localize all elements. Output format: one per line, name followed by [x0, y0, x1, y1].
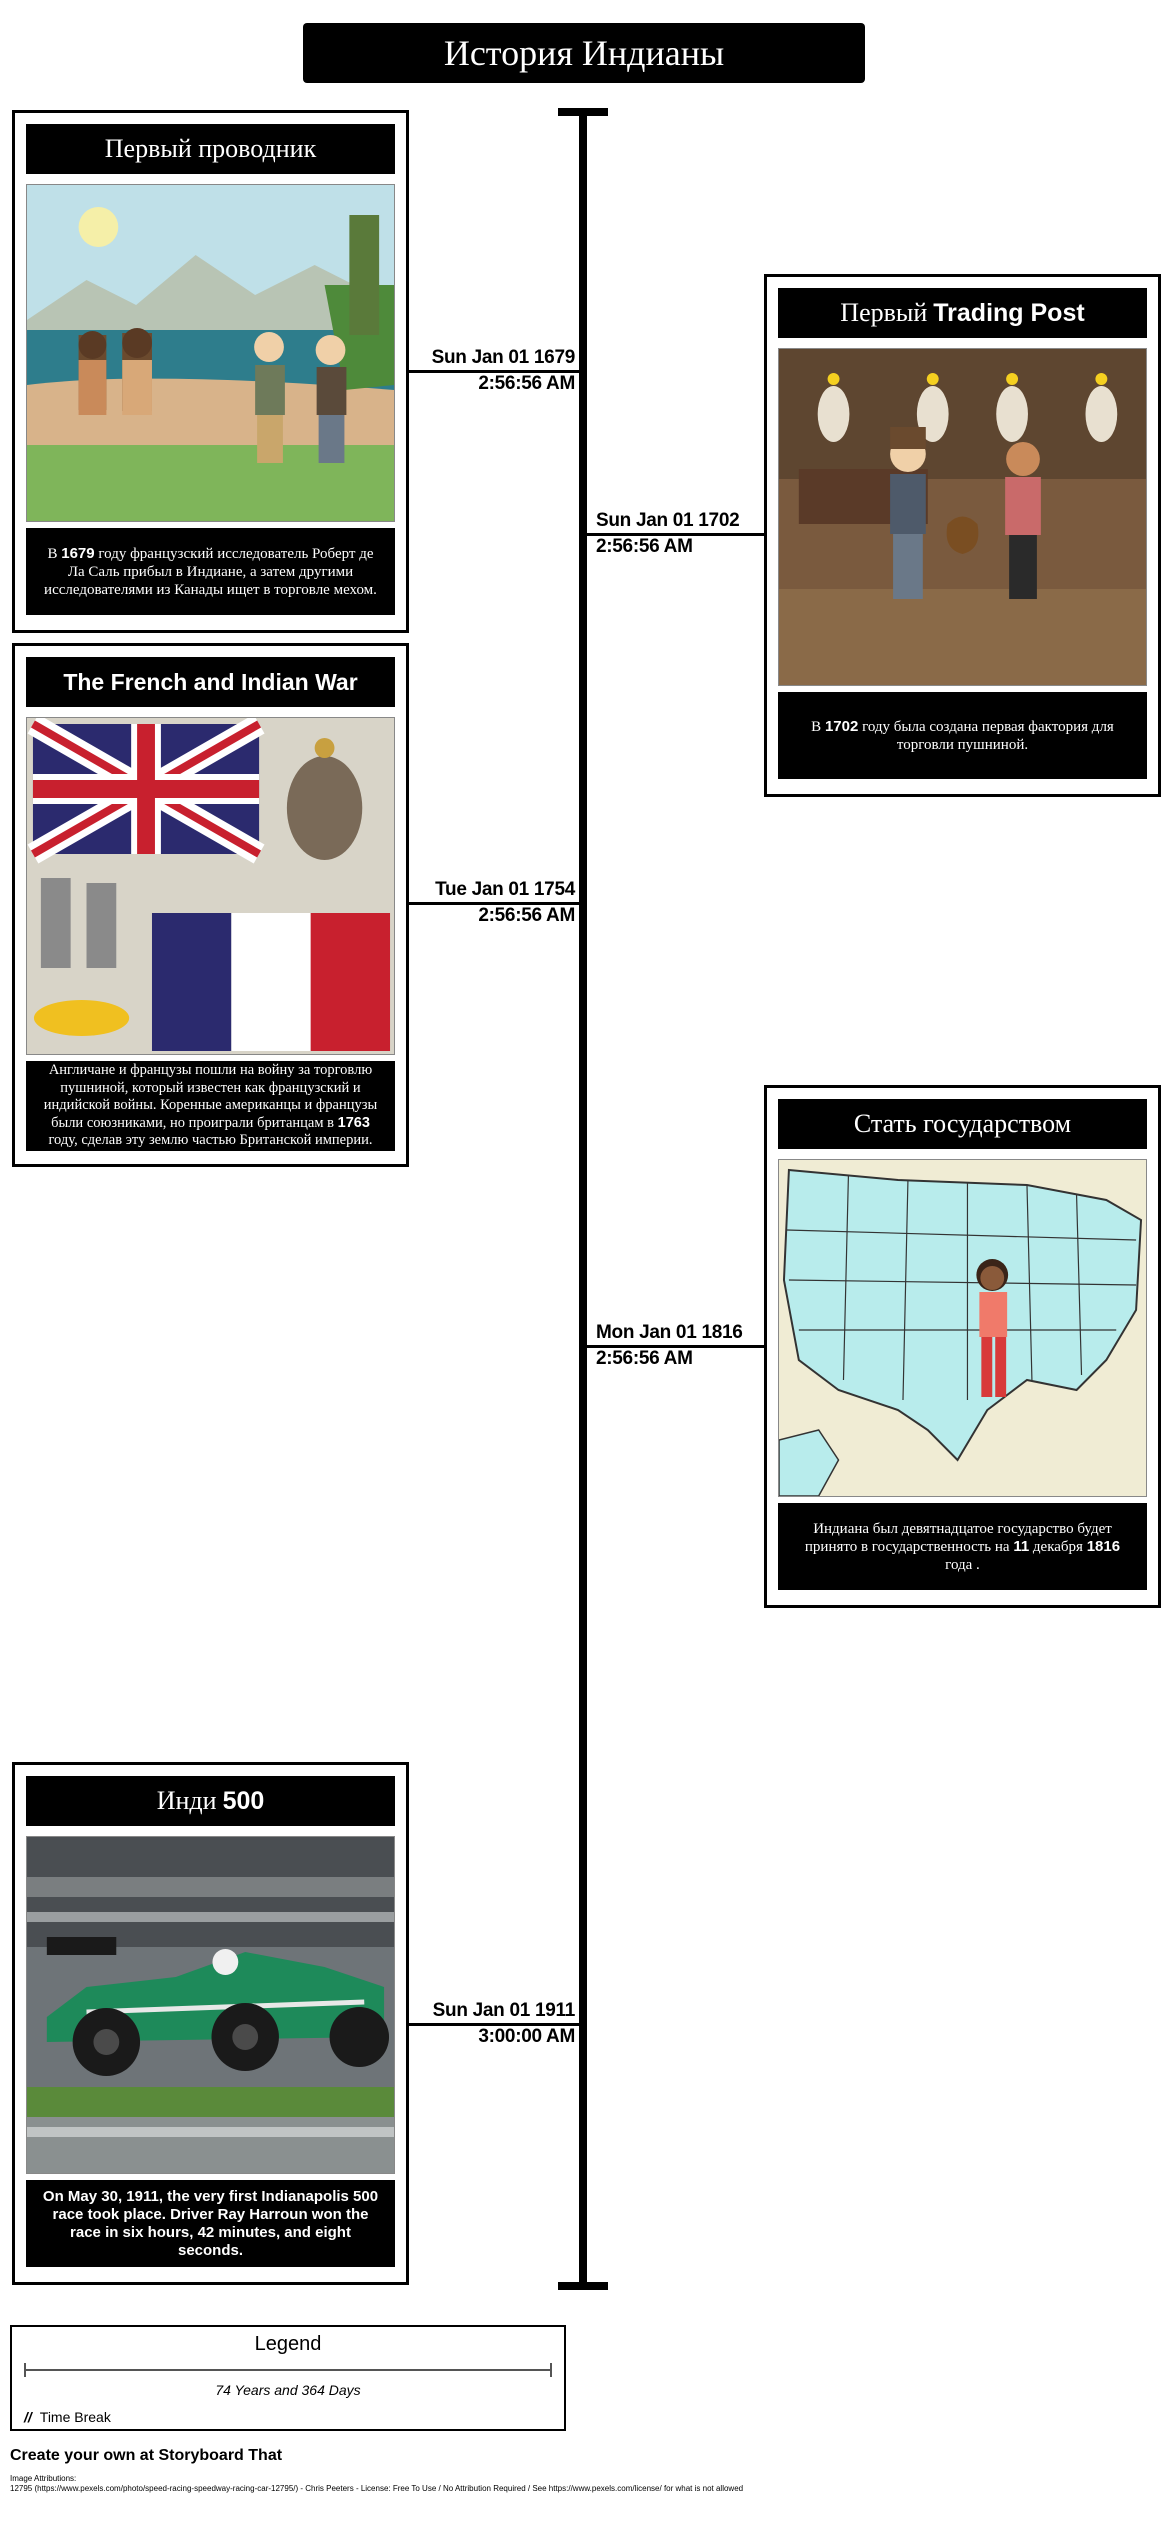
- event-caption: Индиана был девятнадцатое государство будет принято в государственность на 11 декабря 1816 года .: [778, 1503, 1147, 1590]
- storyboard-that-link[interactable]: Create your own at Storyboard That: [10, 2447, 283, 2464]
- trading-post-image: [778, 348, 1147, 686]
- event-date: Sun Jan 01 1702 2:56:56 AM: [596, 510, 740, 557]
- explorers-lake-image: [26, 184, 395, 522]
- image-attributions-text: 12795 (https://www.pexels.com/photo/speed-racing-speedway-racing-car-12795/) - Chris Peeters - License: Free To Use / No Attribution Required / See https://www.pexels.com/license/ for what is not allowed: [10, 2484, 744, 2493]
- event-date: Tue Jan 01 1754 2:56:56 AM: [435, 879, 575, 926]
- race-car-image: [26, 1836, 395, 2174]
- flags-war-image: [26, 717, 395, 1055]
- event-date: Sun Jan 01 1679 2:56:56 AM: [431, 347, 575, 394]
- timeline-axis: [579, 110, 587, 2290]
- legend-span: 74 Years and 364 Days: [215, 2382, 361, 2398]
- time-break-icon: //: [24, 2409, 32, 2425]
- page-title: История Индианы: [303, 23, 865, 83]
- event-card-indy-500[interactable]: [12, 1762, 409, 2285]
- legend-time-break: // Time Break: [24, 2409, 111, 2425]
- legend: [10, 2325, 566, 2431]
- legend-scale-line: [24, 2369, 552, 2371]
- legend-scale-tick-start: [24, 2363, 26, 2377]
- event-card-french-indian-war[interactable]: [12, 643, 409, 1167]
- event-title: Стать государством: [778, 1099, 1147, 1149]
- event-card-statehood[interactable]: [764, 1085, 1161, 1608]
- timeline-bottom-cap: [558, 2282, 608, 2290]
- timeline-top-cap: [558, 108, 608, 116]
- usa-map-image: [778, 1159, 1147, 1497]
- event-title: The French and Indian War: [26, 657, 395, 707]
- event-title: Первый Trading Post: [778, 288, 1147, 338]
- event-caption: Англичане и французы пошли на войну за торговлю пушниной, который известен как французский и индийской войны. Коренные американцы и французы были союзниками, но проиграли британцам в 1763 году, сделав эту землю частью Британской империи.: [26, 1061, 395, 1151]
- event-title: Первый проводник: [26, 124, 395, 174]
- event-date: Sun Jan 01 1911 3:00:00 AM: [432, 2000, 575, 2047]
- image-attributions-title: Image Attributions:: [10, 2474, 77, 2483]
- event-date: Mon Jan 01 1816 2:56:56 AM: [596, 1322, 743, 1369]
- event-title: Инди 500: [26, 1776, 395, 1826]
- event-caption: В 1679 году французский исследователь Роберт де Ла Саль прибыл в Индиане, а затем другими исследователями из Канады ищет в торговле мехом.: [26, 528, 395, 615]
- event-caption: On May 30, 1911, the very first Indianapolis 500 race took place. Driver Ray Harroun won the race in six hours, 42 minutes, and eight seconds.: [26, 2180, 395, 2267]
- event-card-first-trading-post[interactable]: [764, 274, 1161, 797]
- event-caption: В 1702 году была создана первая фактория для торговли пушниной.: [778, 692, 1147, 779]
- legend-title: Legend: [254, 2333, 322, 2355]
- event-card-first-explorer[interactable]: [12, 110, 409, 633]
- legend-scale-tick-end: [550, 2363, 552, 2377]
